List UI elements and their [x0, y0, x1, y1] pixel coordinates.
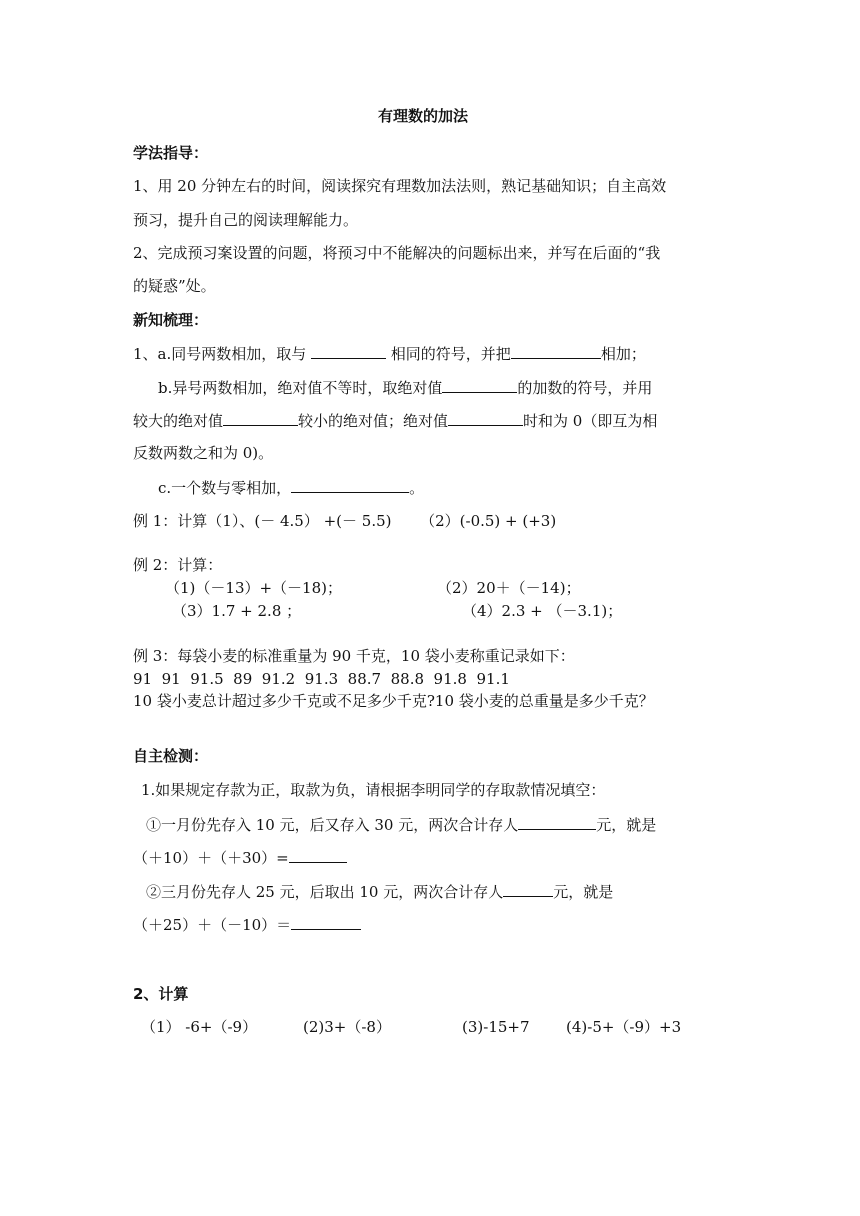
rule-b-text-1: b.异号两数相加，绝对值不等时，取绝对值	[158, 379, 443, 397]
rule-b2-text-1: 较大的绝对值	[133, 412, 224, 430]
question-2-item-2: (2)3+（-8）	[303, 1018, 391, 1036]
rule-a-blank-2[interactable]	[511, 343, 601, 359]
rule-b2-text-3: 时和为 0（即互为相	[523, 412, 658, 430]
rule-c	[158, 477, 424, 498]
rule-b	[158, 377, 652, 398]
q1b-text-2: 元，就是	[553, 883, 614, 901]
q1a-blank-1[interactable]	[518, 814, 596, 830]
rule-a	[133, 343, 646, 364]
question-1a-expr	[133, 847, 347, 868]
example-3-data: 91 91 91.5 89 91.2 91.3 88.7 88.8 91.8 91.1	[133, 670, 510, 688]
self-check-heading: 自主检测：	[133, 747, 209, 765]
guide-heading: 学法指导：	[133, 144, 209, 162]
q1b-blank-1[interactable]	[503, 881, 553, 897]
page-title: 有理数的加法	[378, 107, 469, 125]
example-1: 例 1：计算（1）、(－ 4.5） +(－ 5.5) （2）(-0.5) + (+3)	[133, 512, 557, 530]
question-1: 1.如果规定存款为正，取款为负，请根据李明同学的存取款情况填空：	[141, 781, 606, 799]
rule-b2-blank-1[interactable]	[223, 410, 298, 426]
q1a-text-1: ①一月份先存入 10 元，后又存入 30 元，两次合计存人	[146, 816, 519, 834]
guide-item-2: 2、完成预习案设置的问题，将预习中不能解决的问题标出来，并写在后面的“我	[133, 244, 661, 262]
rule-a-text-3: 相加；	[600, 345, 646, 363]
rule-a-text-2: 相同的符号，并把	[386, 345, 511, 363]
q1a-text-2: 元，就是	[596, 816, 657, 834]
new-knowledge-heading: 新知梳理：	[133, 311, 209, 329]
question-2-item-1: （1） -6+（-9）	[141, 1018, 258, 1036]
question-1a	[146, 814, 656, 835]
example-2-item-2: （2）20＋（－14)；	[437, 579, 581, 597]
q1b-text-1: ②三月份先存人 25 元，后取出 10 元，两次合计存人	[146, 883, 504, 901]
rule-b2-blank-2[interactable]	[448, 410, 523, 426]
example-3-question: 10 袋小麦总计超过多少千克或不足多少千克?10 袋小麦的总重量是多少千克？	[133, 692, 654, 710]
rule-a-blank-1[interactable]	[311, 343, 386, 359]
example-2-item-1: （1)（－13）+（－18)；	[165, 579, 342, 597]
q1a-expr-text: （＋10）＋（＋30）=	[133, 849, 289, 867]
example-3-heading: 例 3：每袋小麦的标准重量为 90 千克，10 袋小麦称重记录如下：	[133, 647, 575, 665]
rule-b-cont-2: 反数两数之和为 0)。	[133, 444, 274, 462]
rule-c-text-2: 。	[409, 479, 425, 497]
guide-item-2-cont: 的疑惑”处。	[133, 277, 216, 295]
rule-a-text-1: 1、a.同号两数相加，取与	[133, 345, 312, 363]
question-2-heading: 2、计算	[133, 985, 189, 1003]
q1a-blank-2[interactable]	[289, 847, 347, 863]
guide-item-1-cont: 预习，提升自己的阅读理解能力。	[133, 211, 359, 229]
question-1b-expr	[133, 914, 361, 935]
question-2-item-4: (4)-5+（-9）+3	[566, 1018, 682, 1036]
q1b-blank-2[interactable]	[291, 914, 361, 930]
example-2-item-3: （3）1.7 + 2.8 ；	[172, 602, 302, 620]
rule-c-blank[interactable]	[291, 477, 409, 493]
rule-b2-text-2: 较小的绝对值；绝对值	[298, 412, 449, 430]
example-2-heading: 例 2：计算：	[133, 556, 223, 574]
rule-b-text-2: 的加数的符号，并用	[517, 379, 653, 397]
question-2-item-3: (3)-15+7	[462, 1018, 530, 1036]
guide-item-1: 1、用 20 分钟左右的时间，阅读探究有理数加法法则，熟记基础知识；自主高效	[133, 177, 667, 195]
rule-b-blank-1[interactable]	[442, 377, 517, 393]
q1b-expr-text: （＋25）＋（－10）＝	[133, 916, 292, 934]
rule-c-text-1: c.一个数与零相加，	[158, 479, 292, 497]
rule-b-cont	[133, 410, 657, 431]
example-2-item-4: （4）2.3 + （－3.1)；	[462, 602, 623, 620]
question-1b	[146, 881, 613, 902]
